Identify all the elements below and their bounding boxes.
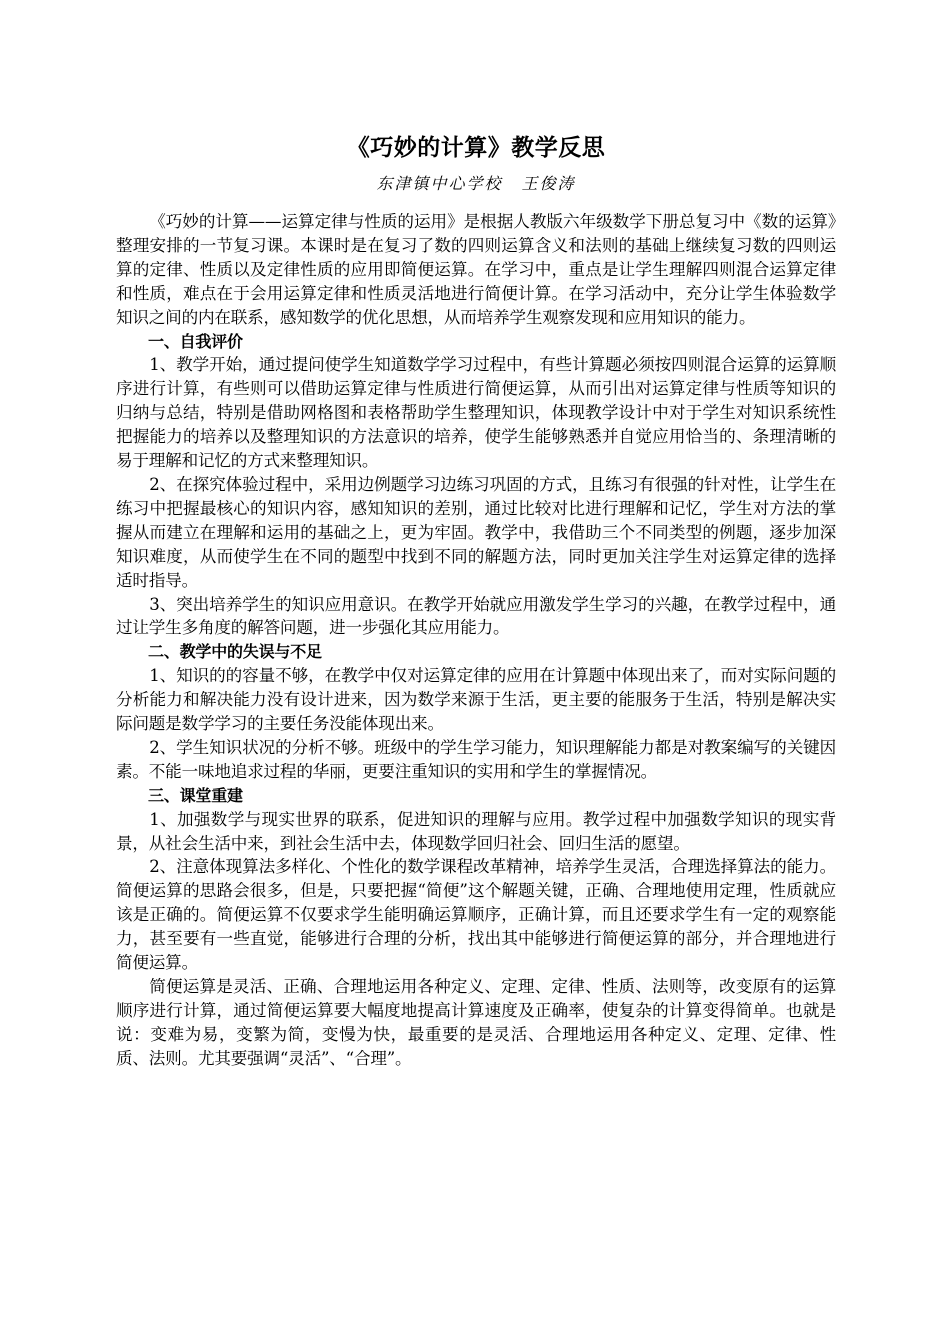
- section-heading-self-evaluation: 一、自我评价: [148, 331, 243, 351]
- section-heading-reconstruction: 三、课堂重建: [148, 785, 243, 805]
- body-paragraph: 1、教学开始，通过提问使学生知道数学学习过程中，有些计算题必须按四则混合运算的运算顺序进行计算，有些则可以借助运算定律与性质进行简便运算，从而引出对运算定律与性质等知识的归纳与总结，特别是借助网格图和表格帮助学生整理知识，体现教学设计中对于学生对知识系统性把握能力的培养以及整理知识的方法意识的培养，使学生能够熟悉并自觉应用恰当的、条理清晰的易于理解和记忆的方式来整理知识。: [116, 355, 836, 471]
- document-title: 《巧妙的计算》教学反思: [346, 135, 606, 161]
- body-paragraph: 2、注意体现算法多样化、个性化的数学课程改革精神，培养学生灵活，合理选择算法的能力。简便运算的思路会很多，但是，只要把握“简便”这个解题关键，正确、合理地使用定理，性质就应该是正确的。简便运算不仅要求学生能明确运算顺序，正确计算，而且还要求学生有一定的观察能力，甚至要有一些直觉，能够进行合理的分析，找出其中能够进行简便运算的部分，并合理地进行简便运算。: [116, 857, 836, 973]
- body-paragraph: 简便运算是灵活、正确、合理地运用各种定义、定理、定律、性质、法则等，改变原有的运算顺序进行计算，通过简便运算要大幅度地提高计算速度及正确率，使复杂的计算变得简单。也就是说：变难为易，变繁为简，变慢为快，最重要的是灵活、合理地运用各种定义、定理、定律、性质、法则。尤其要强调“灵活”、“合理”。: [116, 977, 836, 1068]
- document-page: [116, 128, 836, 1071]
- intro-paragraph: 《巧妙的计算——运算定律与性质的运用》是根据人教版六年级数学下册总复习中《数的运算》整理安排的一节复习课。本课时是在复习了数的四则运算含义和法则的基础上继续复习数的四则运算的定律、性质以及定律性质的应用即简便运算。在学习中，重点是让学生理解四则混合运算定律和性质，难点在于会用运算定律和性质灵活地进行简便计算。在学习活动中，充分让学生体验数学知识之间的内在联系，感知数学的优化思想，从而培养学生观察发现和应用知识的能力。: [116, 212, 836, 327]
- author-line: [116, 170, 836, 198]
- body-paragraph: 1、知识的的容量不够，在教学中仅对运算定律的应用在计算题中体现出来了，而对实际问题的分析能力和解决能力没有设计进来，因为数学来源于生活，更主要的能服务于生活，特别是解决实际问题是数学学习的主要任务没能体现出来。: [116, 666, 836, 734]
- body-paragraph: 1、加强数学与现实世界的联系，促进知识的理解与应用。教学过程中加强数学知识的现实背景，从社会生活中来，到社会生活中去，体现数学回归社会、回归生活的愿望。: [116, 809, 836, 853]
- body-paragraph: 3、突出培养学生的知识应用意识。在教学开始就应用激发学生学习的兴趣，在教学过程中，通过让学生多角度的解答问题，进一步强化其应用能力。: [116, 594, 836, 638]
- body-paragraph: 2、学生知识状况的分析不够。班级中的学生学习能力，知识理解能力都是对教案编写的关键因素。不能一味地追求过程的华丽，更要注重知识的实用和学生的掌握情况。: [116, 737, 836, 781]
- body-paragraph: 2、在探究体验过程中，采用边例题学习边练习巩固的方式，且练习有很强的针对性，让学生在练习中把握最核心的知识内容，感知知识的差别，通过比较对比进行理解和记忆，学生对方法的掌握从而建立在理解和运用的基础之上，更为牢固。教学中，我借助三个不同类型的例题，逐步加深知识难度，从而使学生在不同的题型中找到不同的解题方法，同时更加关注学生对运算定律的选择适时指导。: [116, 474, 836, 590]
- section-heading-shortcomings: 二、教学中的失误与不足: [148, 642, 322, 662]
- author-school: 东津镇中心学校: [376, 174, 503, 193]
- author-name: 王俊涛: [521, 174, 576, 193]
